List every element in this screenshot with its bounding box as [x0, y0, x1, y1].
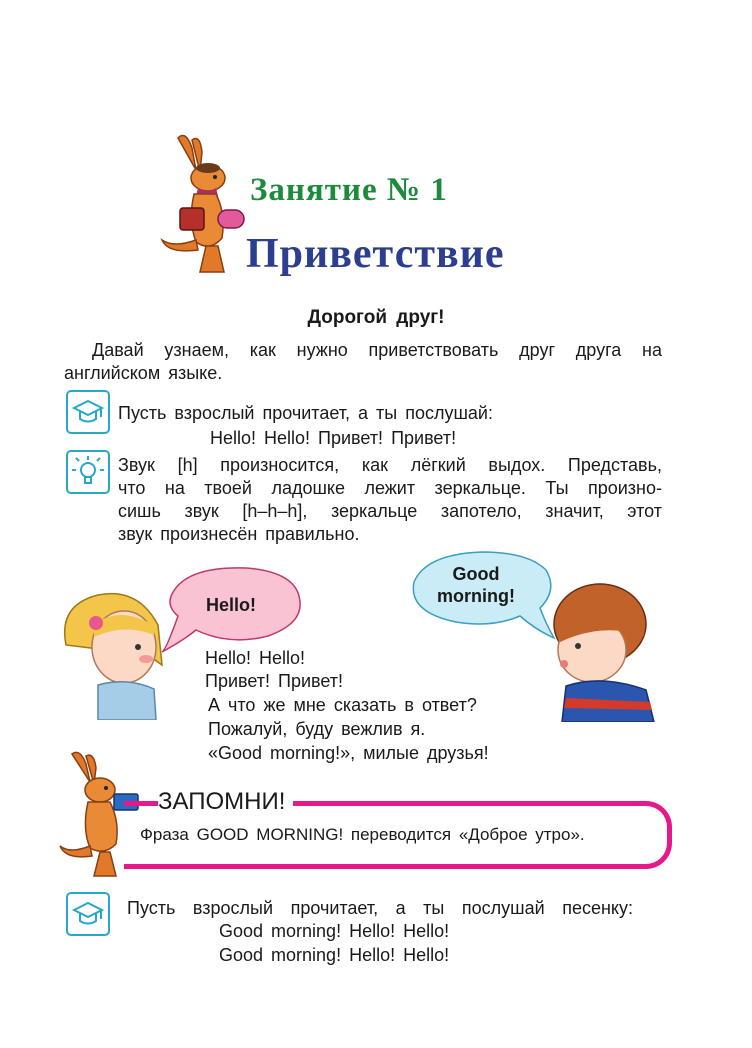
- teacher-icon-box: [66, 390, 110, 434]
- poem-line-2: Привет! Привет!: [205, 671, 344, 691]
- task1-phrase: Hello! Hello! Привет! Привет!: [210, 428, 457, 448]
- song-line-1: Good morning! Hello! Hello!: [219, 921, 450, 941]
- boy-illustration: [542, 582, 660, 722]
- bubble-right-line-1: Good: [452, 564, 500, 584]
- task1-instruction: Пусть взрослый прочитает, а ты послушай:: [118, 403, 493, 423]
- remember-text: Фраза GOOD MORNING! переводится «Доброе утро».: [140, 825, 585, 844]
- tip-line-1: Звук [h] произносится, как лёгкий выдох. Представь,: [118, 455, 662, 475]
- poem-line-3: А что же мне сказать в ответ?: [208, 695, 477, 715]
- kangaroo-mascot-illustration: [158, 130, 250, 280]
- teacher-icon-box-2: [66, 892, 110, 936]
- poem-line-4: Пожалуй, буду вежлив я.: [208, 719, 426, 739]
- remember-title: ЗАПОМНИ!: [158, 788, 293, 816]
- tip-line-4: звук произнесён правильно.: [118, 524, 360, 544]
- poem-line-5: «Good morning!», милые друзья!: [208, 743, 489, 763]
- graduation-cap-icon: [68, 894, 108, 934]
- lesson-title: Занятие № 1: [250, 172, 448, 208]
- tip-line-2: что на твоей ладошке лежит зеркальце. Ты произно-: [118, 478, 662, 498]
- poem-line-1: Hello! Hello!: [205, 648, 306, 668]
- intro-line-2: английском языке.: [64, 363, 223, 383]
- tip-icon-box: [66, 450, 110, 494]
- intro-line-1: Давай узнаем, как нужно приветствовать друг друга на: [92, 340, 662, 360]
- bubble-right-line-2: morning!: [437, 586, 515, 606]
- tip-line-3: сишь звук [h–h–h], зеркальце запотело, значит, этот: [118, 501, 662, 521]
- song-line-2: Good morning! Hello! Hello!: [219, 945, 450, 965]
- task2-instruction: Пусть взрослый прочитает, а ты послушай песенку:: [127, 898, 633, 918]
- graduation-cap-icon: [68, 392, 108, 432]
- greeting-heading: Дорогой друг!: [307, 307, 445, 328]
- light-bulb-icon: [68, 452, 108, 492]
- topic-title: Приветствие: [246, 231, 505, 277]
- bubble-left-text: Hello!: [205, 595, 256, 615]
